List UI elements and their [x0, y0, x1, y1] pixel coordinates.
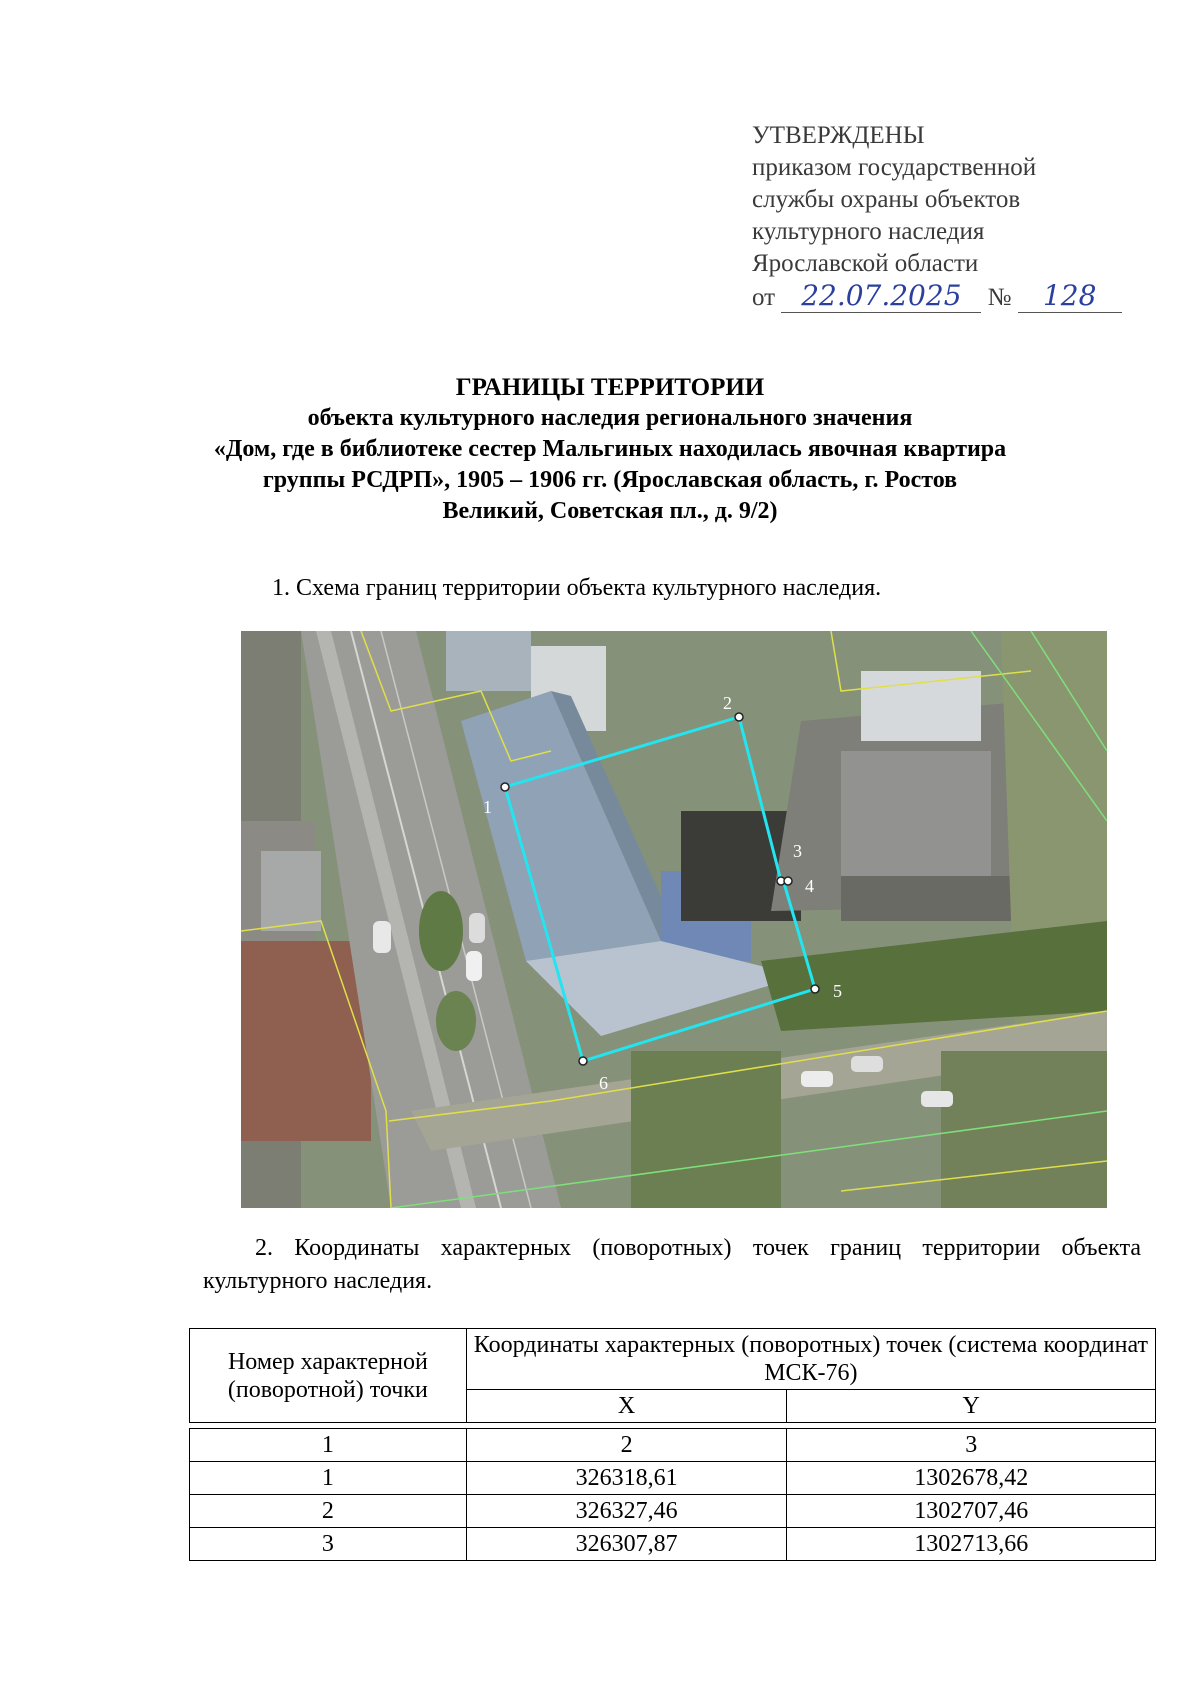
- approval-line: Ярославской области: [752, 250, 979, 277]
- table-cell: 3: [787, 1429, 1156, 1462]
- section2-text: 2. Координаты характерных (поворотных) точек границ территории объекта культурного наследия.: [203, 1235, 1141, 1294]
- point-number-cell: 2: [190, 1495, 467, 1528]
- map-image: [241, 631, 1107, 1208]
- boundary-point-2: [735, 713, 743, 721]
- point-label-1: 1: [483, 797, 492, 817]
- x-cell: 326307,87: [466, 1528, 787, 1561]
- table-numbering-row: [190, 1429, 1156, 1462]
- table-row: [190, 1495, 1156, 1528]
- y-cell: 1302707,46: [787, 1495, 1156, 1528]
- from-label: от: [752, 284, 776, 311]
- boundary-point-5: [811, 985, 819, 993]
- point-label-6: 6: [599, 1073, 608, 1093]
- number-label: №: [987, 284, 1012, 311]
- boundary-point-6: [579, 1057, 587, 1065]
- approval-line: приказом государственной: [752, 154, 1037, 181]
- table-row: [190, 1462, 1156, 1495]
- approval-title: УТВЕРЖДЕНЫ: [752, 122, 925, 149]
- table-header-row: [190, 1329, 1156, 1390]
- document-title: [180, 372, 1040, 527]
- section1-heading: 1. Схема границ территории объекта культурного наследия.: [272, 575, 882, 601]
- approval-date-line: [752, 280, 1152, 314]
- title-line: объекта культурного наследия регионального значения: [307, 405, 913, 431]
- title-line: Великий, Советская пл., д. 9/2): [442, 498, 778, 524]
- aerial-map: [241, 631, 1107, 1208]
- point-label-2: 2: [723, 693, 732, 713]
- point-label-4: 4: [805, 876, 814, 896]
- x-cell: 326327,46: [466, 1495, 787, 1528]
- point-number-cell: 1: [190, 1462, 467, 1495]
- coordinates-table: [189, 1328, 1156, 1561]
- title-line: «Дом, где в библиотеке сестер Мальгиных находилась явочная квартира: [213, 436, 1007, 462]
- point-number-cell: 3: [190, 1528, 467, 1561]
- y-cell: 1302678,42: [787, 1462, 1156, 1495]
- header-point-number: Номер характерной (поворотной) точки: [190, 1329, 467, 1423]
- handwritten-date: 22.07.2025: [781, 280, 981, 313]
- approval-line: службы охраны объектов: [752, 186, 1021, 213]
- approval-stamp: [752, 120, 1152, 314]
- header-y: Y: [787, 1390, 1156, 1423]
- table-row: [190, 1528, 1156, 1561]
- handwritten-number: 128: [1018, 280, 1122, 313]
- table-cell: 1: [190, 1429, 467, 1462]
- boundary-point-4: [784, 877, 792, 885]
- x-cell: 326318,61: [466, 1462, 787, 1495]
- point-label-5: 5: [833, 981, 842, 1001]
- title-line: группы РСДРП», 1905 – 1906 гг. (Ярославская область, г. Ростов: [262, 467, 958, 493]
- header-x: X: [466, 1390, 787, 1423]
- table-cell: 2: [466, 1429, 787, 1462]
- point-label-3: 3: [793, 841, 802, 861]
- section2-heading: [203, 1232, 1141, 1298]
- approval-line: культурного наследия: [752, 218, 985, 245]
- y-cell: 1302713,66: [787, 1528, 1156, 1561]
- boundary-point-1: [501, 783, 509, 791]
- header-coordinates: Координаты характерных (поворотных) точек (системa координат МСК-76): [466, 1329, 1155, 1390]
- title-heading: ГРАНИЦЫ ТЕРРИТОРИИ: [455, 374, 765, 401]
